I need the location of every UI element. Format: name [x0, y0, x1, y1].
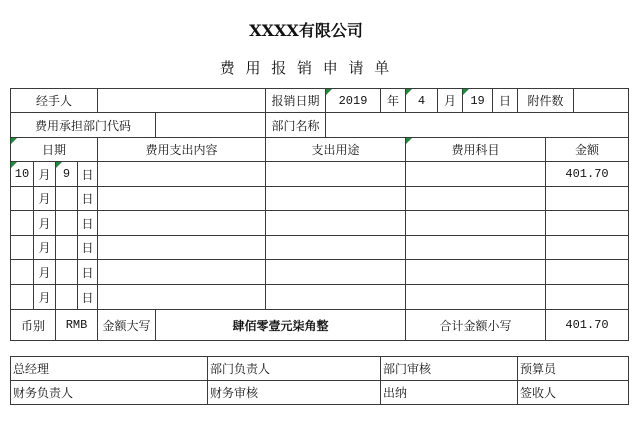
row-month-unit: 月 [34, 236, 56, 260]
dept-code-field[interactable] [156, 113, 266, 138]
company-title: XXXX有限公司 [249, 21, 363, 40]
approval-row [11, 357, 629, 381]
row-account-field[interactable] [406, 211, 546, 236]
department-row [11, 113, 629, 138]
row-month-field[interactable] [11, 285, 34, 310]
day-unit: 日 [493, 89, 518, 113]
handler-field[interactable] [98, 89, 266, 113]
row-content-field[interactable] [98, 260, 266, 285]
row-day-field[interactable] [56, 285, 78, 310]
row-content-field[interactable] [98, 285, 266, 310]
date-year-value: 2019 [338, 93, 368, 108]
row-amount-field[interactable] [546, 236, 629, 260]
cell-indicator-icon [56, 162, 62, 168]
handler-date-row [11, 89, 629, 113]
month-unit: 月 [438, 89, 463, 113]
date-year-field[interactable] [326, 89, 381, 113]
column-header-purpose: 支出用途 [266, 138, 406, 162]
expense-row [11, 260, 629, 285]
column-header-date [11, 138, 98, 162]
row-month-field[interactable] [11, 211, 34, 236]
row-day-unit: 日 [78, 187, 98, 211]
total-amount-label: 合计金额小写 [406, 310, 546, 341]
cell-indicator-icon [326, 89, 332, 95]
row-month-value: 10 [14, 167, 30, 181]
totals-row [11, 310, 629, 341]
cell-indicator-icon [11, 162, 17, 168]
row-account-field[interactable] [406, 236, 546, 260]
row-day-unit: 日 [78, 211, 98, 236]
row-content-field[interactable] [98, 162, 266, 187]
general-manager-signature-cell[interactable]: 总经理 [11, 357, 208, 381]
row-day-field[interactable] [56, 187, 78, 211]
approval-row [11, 381, 629, 405]
cell-indicator-icon [463, 89, 469, 95]
row-content-field[interactable] [98, 236, 266, 260]
dept-code-label: 费用承担部门代码 [11, 113, 156, 138]
row-account-field[interactable] [406, 285, 546, 310]
cell-indicator-icon [406, 89, 412, 95]
row-purpose-field[interactable] [266, 187, 406, 211]
recipient-signature-cell[interactable]: 签收人 [518, 381, 629, 405]
column-header-account [406, 138, 546, 162]
row-month-field[interactable] [11, 162, 34, 187]
finance-head-signature-cell[interactable]: 财务负责人 [11, 381, 208, 405]
row-purpose-field[interactable] [266, 285, 406, 310]
column-header-account-text: 费用科目 [451, 143, 500, 157]
row-purpose-field[interactable] [266, 162, 406, 187]
row-month-field[interactable] [11, 236, 34, 260]
row-day-unit: 日 [78, 260, 98, 285]
column-header-amount: 金额 [546, 138, 629, 162]
row-month-unit: 月 [34, 260, 56, 285]
expense-row [11, 187, 629, 211]
row-month-field[interactable] [11, 187, 34, 211]
expense-form-table [10, 88, 629, 341]
handler-label: 经手人 [11, 89, 98, 113]
form-title: 费 用 报 销 申 请 单 [219, 59, 393, 77]
total-amount-field[interactable]: 401.70 [546, 310, 629, 341]
row-day-field[interactable] [56, 162, 78, 187]
row-day-field[interactable] [56, 211, 78, 236]
row-day-field[interactable] [56, 260, 78, 285]
dept-name-label: 部门名称 [266, 113, 326, 138]
row-account-field[interactable] [406, 187, 546, 211]
row-account-field[interactable] [406, 162, 546, 187]
expense-row [11, 285, 629, 310]
expense-row [11, 211, 629, 236]
row-amount-field[interactable] [546, 211, 629, 236]
row-month-unit: 月 [34, 211, 56, 236]
row-day-unit: 日 [78, 236, 98, 260]
department-head-signature-cell[interactable]: 部门负责人 [208, 357, 381, 381]
column-header-row [11, 138, 629, 162]
row-month-field[interactable] [11, 260, 34, 285]
row-amount-field[interactable] [546, 285, 629, 310]
row-purpose-field[interactable] [266, 236, 406, 260]
dept-name-field[interactable] [326, 113, 629, 138]
date-day-field[interactable] [463, 89, 493, 113]
row-day-field[interactable] [56, 236, 78, 260]
row-content-field[interactable] [98, 211, 266, 236]
row-account-field[interactable] [406, 260, 546, 285]
row-day-unit: 日 [78, 162, 98, 187]
amount-in-words-field[interactable]: 肆佰零壹元柒角整 [156, 310, 406, 341]
row-amount-field[interactable] [546, 260, 629, 285]
attachments-label: 附件数 [518, 89, 574, 113]
year-unit: 年 [381, 89, 406, 113]
budget-officer-signature-cell[interactable]: 预算员 [518, 357, 629, 381]
cell-indicator-icon [406, 138, 412, 144]
attachments-field[interactable] [574, 89, 629, 113]
reimbursement-date-label: 报销日期 [266, 89, 326, 113]
finance-review-signature-cell[interactable]: 财务审核 [208, 381, 381, 405]
column-header-content: 费用支出内容 [98, 138, 266, 162]
cashier-signature-cell[interactable]: 出纳 [381, 381, 518, 405]
expense-row [11, 236, 629, 260]
approval-signature-table [10, 356, 629, 405]
row-content-field[interactable] [98, 187, 266, 211]
date-month-field[interactable] [406, 89, 438, 113]
column-header-date-text: 日期 [42, 143, 67, 157]
currency-label: 币别 [11, 310, 56, 341]
row-month-unit: 月 [34, 162, 56, 187]
date-day-value: 19 [470, 93, 485, 108]
expense-row [11, 162, 629, 187]
row-amount-field[interactable]: 401.70 [546, 162, 629, 187]
currency-field[interactable]: RMB [56, 310, 98, 341]
row-amount-field[interactable] [546, 187, 629, 211]
row-day-value: 9 [62, 167, 71, 181]
cell-indicator-icon [11, 138, 17, 144]
row-day-unit: 日 [78, 285, 98, 310]
row-purpose-field[interactable] [266, 211, 406, 236]
date-month-value: 4 [417, 93, 426, 108]
department-review-signature-cell[interactable]: 部门审核 [381, 357, 518, 381]
row-month-unit: 月 [34, 285, 56, 310]
amount-in-words-label: 金额大写 [98, 310, 156, 341]
row-month-unit: 月 [34, 187, 56, 211]
row-purpose-field[interactable] [266, 260, 406, 285]
